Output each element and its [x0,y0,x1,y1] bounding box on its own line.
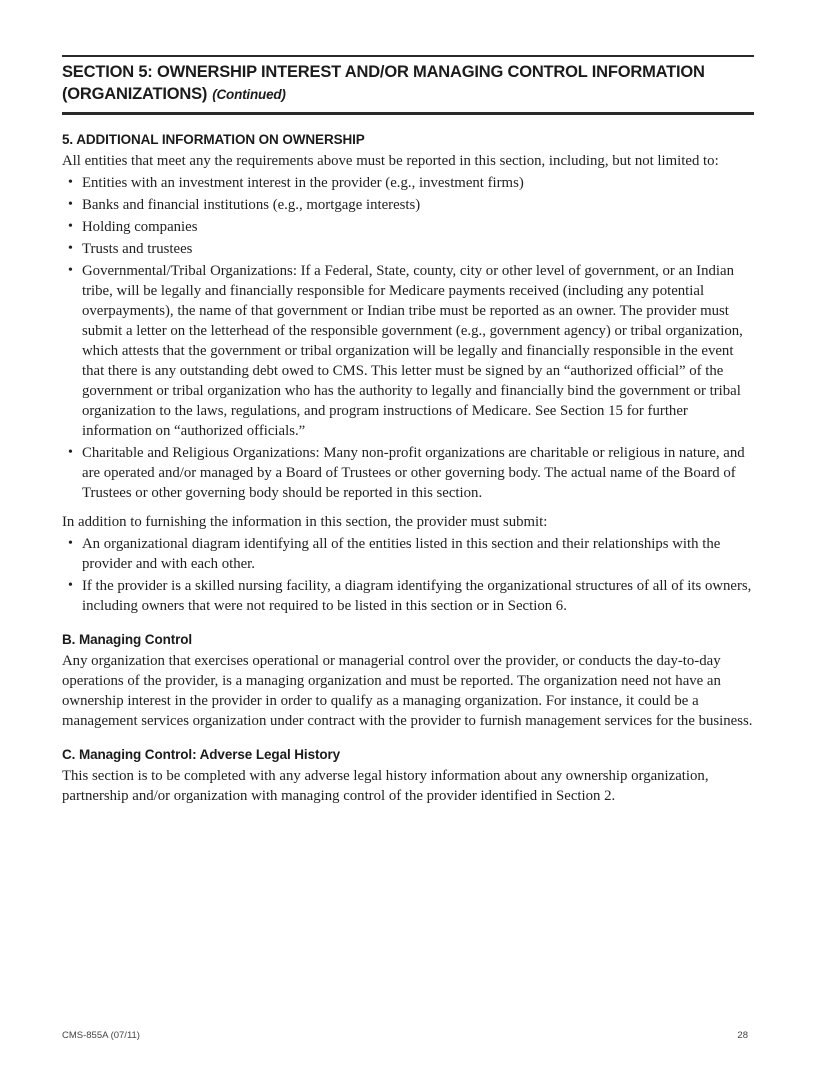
managing-control-body: Any organization that exercises operational or managerial control over the provider, or conducts the day-to-day operations of the provider, is a managing organization and must be reported. The organization need not have an ownership interest in the provider in order to qualify as a managing organization. For instance, it could be a management services organization under contract with the provider to furnish management services for the business. [62,652,753,729]
list-item: • Trusts and trustees [62,239,754,259]
list-item: • If the provider is a skilled nursing facility, a diagram identifying the organizational structures of all of its owners, including owners that were not required to be listed in this section or in Section 6. [62,576,754,616]
list-item: • Entities with an investment interest in the provider (e.g., investment firms) [62,173,754,193]
list-item: • Governmental/Tribal Organizations: If a Federal, State, county, city or other level of government, or an Indian tribe, will be legally and financially responsible for Medicare payments received (including any potential overpayments), the name of that government or Indian tribe must be reported as an owner. The provider must submit a letter on the letterhead of the responsible government (e.g., government agency) or tribal organization, which attests that the government or tribal organization will be legally and financially responsible in the event that there is any outstanding debt owed to CMS. This letter must be signed by an “authorized official” of the government or tribal organization who has the authority to legally and financially bind the government or tribal organization to the laws, regulations, and program instructions of Medicare. See Section 15 for further information on “authorized officials.” [62,261,754,441]
footer-page-number: 28 [737,1030,748,1041]
list-item: • Banks and financial institutions (e.g., mortgage interests) [62,195,754,215]
header-bottom-rule [62,112,754,115]
ownership-bullet-list [62,173,754,503]
ownership-heading: 5. ADDITIONAL INFORMATION ON OWNERSHIP [62,131,365,147]
submit-intro: In addition to furnishing the information in this section, the provider must submit: [62,513,548,530]
section-title-organizations: (ORGANIZATIONS) [62,85,208,103]
adverse-legal-heading: C. Managing Control: Adverse Legal History [62,746,341,762]
adverse-legal-body: This section is to be completed with any adverse legal history information about any ownership organization, partnership and/or organization with managing control of the provider identified in Section 2. [62,767,709,804]
submit-bullet-list [62,534,754,616]
page-content [62,55,754,806]
list-item: • Charitable and Religious Organizations: Many non-profit organizations are charitable or religious in nature, and are operated and/or managed by a Board of Trustees or other governing body. The actual name of the Board of Trustees or other governing body should be reported in this section. [62,443,754,503]
section-title-line1: SECTION 5: OWNERSHIP INTEREST AND/OR MANAGING CONTROL INFORMATION [62,63,705,81]
managing-control-heading: B. Managing Control [62,631,193,647]
list-item: • Holding companies [62,217,754,237]
ownership-intro: All entities that meet any the requirements above must be reported in this section, including, but not limited to: [62,152,719,169]
section-title-line2 [62,83,754,106]
footer-form-number: CMS-855A (07/11) [62,1030,140,1041]
list-item: • An organizational diagram identifying all of the entities listed in this section and their relationships with the provider and with each other. [62,534,754,574]
section-title [62,57,754,112]
section-title-continued: (Continued) [212,87,286,102]
page-footer [62,1030,748,1041]
